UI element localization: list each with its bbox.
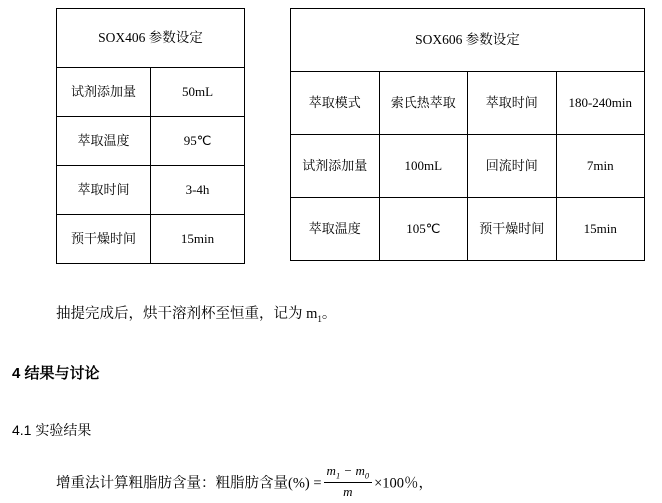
- cell-label: 萃取模式: [291, 72, 380, 135]
- subscript-1: 1: [317, 313, 322, 324]
- cell-label: 萃取温度: [291, 198, 380, 261]
- numerator-m1: m: [326, 463, 336, 478]
- table-row: [291, 72, 645, 135]
- paragraph-text: 抽提完成后，烘干溶剂杯至恒重，记为 m: [56, 306, 318, 322]
- table-row: [291, 135, 645, 198]
- cell-label: 萃取时间: [468, 72, 557, 135]
- cell-value: 50mL: [151, 68, 245, 117]
- numerator-m0: m: [355, 463, 365, 478]
- cell-value: 索氏热萃取: [379, 72, 468, 135]
- table-sox406: [56, 8, 245, 264]
- cell-value: 95℃: [151, 117, 245, 166]
- table-row: [57, 9, 245, 68]
- cell-value: 105℃: [379, 198, 468, 261]
- fraction-denominator: m: [343, 483, 353, 499]
- paragraph-after-tables: [56, 302, 336, 324]
- cell-value: 100mL: [379, 135, 468, 198]
- table-row: [57, 166, 245, 215]
- table-sox606: [290, 8, 645, 261]
- fraction-numerator: [324, 463, 373, 483]
- cell-label: 回流时间: [468, 135, 557, 198]
- cell-label: 试剂添加量: [57, 68, 151, 117]
- cell-label: 萃取温度: [57, 117, 151, 166]
- table-row: [57, 117, 245, 166]
- heading-results-discussion: 4 结果与讨论: [12, 365, 100, 382]
- cell-label: 试剂添加量: [291, 135, 380, 198]
- numerator-sub-0: 0: [364, 470, 370, 481]
- fat-content-formula: [322, 465, 375, 502]
- formula-multiplier: ×100％，: [374, 475, 434, 492]
- table-title-sox606: SOX606 参数设定: [291, 9, 645, 72]
- cell-label: 萃取时间: [57, 166, 151, 215]
- paragraph-formula: [56, 463, 434, 503]
- table-row: [291, 198, 645, 261]
- formula-lead-text: 增重法计算粗脂肪含量：粗脂肪含量(%) =: [56, 475, 322, 492]
- subheading-experiment-results: 4.1 实验结果: [12, 422, 92, 438]
- tables-container: [0, 8, 662, 270]
- fraction: [324, 463, 373, 500]
- numerator-sub-1: 1: [335, 470, 341, 481]
- table-row: [291, 9, 645, 72]
- paragraph-period: 。: [321, 306, 337, 322]
- cell-value: 180-240min: [556, 72, 645, 135]
- cell-label: 预干燥时间: [57, 215, 151, 264]
- table-title-sox406: SOX406 参数设定: [57, 9, 245, 68]
- cell-value: 3-4h: [151, 166, 245, 215]
- cell-value: 15min: [151, 215, 245, 264]
- table-row: [57, 215, 245, 264]
- cell-value: 7min: [556, 135, 645, 198]
- cell-label: 预干燥时间: [468, 198, 557, 261]
- numerator-minus: −: [343, 463, 353, 478]
- table-row: [57, 68, 245, 117]
- cell-value: 15min: [556, 198, 645, 261]
